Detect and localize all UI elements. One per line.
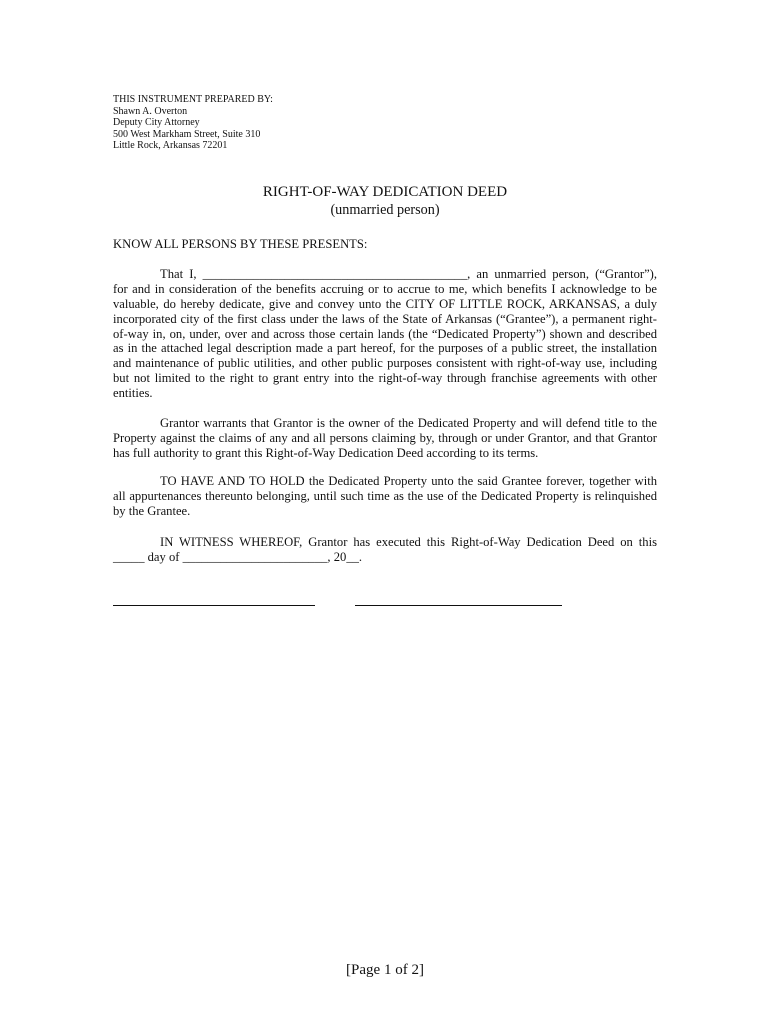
paragraph-line: but not limited to the right to grant entry into the right-of-way through franchise agreements with other	[113, 371, 657, 386]
prepared-by-heading: THIS INSTRUMENT PREPARED BY:	[113, 94, 273, 105]
witness-paragraph	[113, 535, 657, 565]
paragraph-line: valuable, do hereby dedicate, give and convey unto the CITY OF LITTLE ROCK, ARKANSAS, a duly	[113, 296, 657, 311]
paragraph-line: and maintenance of public utilities, and other public purposes consistent with right-of-way use, including	[113, 356, 657, 371]
document-subtitle: (unmarried person)	[330, 202, 440, 218]
document-title: RIGHT-OF-WAY DEDICATION DEED	[262, 184, 508, 200]
preparer-name: Shawn A. Overton	[113, 105, 188, 117]
opening-clause: KNOW ALL PERSONS BY THESE PRESENTS:	[113, 237, 368, 251]
preparer-position: Deputy City Attorney	[113, 117, 200, 128]
date-line: _____ day of _______________________, 20__.	[113, 549, 363, 564]
preparer-address-line-1: 500 West Markham Street, Suite 310	[113, 128, 261, 140]
paragraph-line: as in the attached legal description made a part hereof, for the purposes of a public street, the installation	[113, 341, 657, 356]
paragraph-line: TO HAVE AND TO HOLD the Dedicated Property unto the said Grantee forever, together with	[160, 474, 657, 488]
paragraph-line: has full authority to grant this Right-of-Way Dedication Deed according to its terms.	[113, 445, 539, 460]
paragraph-line: all appurtenances thereunto belonging, until such time as the use of the Dedicated Property is relinquished	[113, 488, 657, 503]
signature-line-left	[113, 605, 315, 606]
paragraph-line: Grantor warrants that Grantor is the owner of the Dedicated Property and will defend title to the	[160, 416, 657, 430]
habendum-paragraph	[113, 474, 657, 519]
paragraph-line: That I, __________________________________________, an unmarried person, (“Grantor”),	[160, 267, 657, 281]
paragraph-line: entities.	[113, 386, 153, 401]
paragraph-line: incorporated city of the first class under the laws of the State of Arkansas (“Grantee”), a permanent right-	[113, 311, 657, 326]
warranty-paragraph	[113, 416, 657, 461]
preparer-address-line-2: Little Rock, Arkansas 72201	[113, 140, 228, 151]
page-number-footer: [Page 1 of 2]	[346, 962, 424, 978]
grant-paragraph	[113, 267, 657, 401]
prepared-by-block	[113, 94, 273, 152]
paragraph-line: Property against the claims of any and all persons claiming by, through or under Grantor, and that Grantor	[113, 430, 657, 445]
signature-line-right	[355, 605, 562, 606]
paragraph-line: IN WITNESS WHEREOF, Grantor has executed this Right-of-Way Dedication Deed on this	[160, 535, 657, 549]
paragraph-line: of-way in, on, under, over and across those certain lands (the “Dedicated Property”) shown and described	[113, 326, 657, 341]
paragraph-line: by the Grantee.	[113, 503, 191, 518]
paragraph-line: for and in consideration of the benefits accruing or to accrue to me, which benefits I acknowledge to be	[113, 281, 657, 296]
